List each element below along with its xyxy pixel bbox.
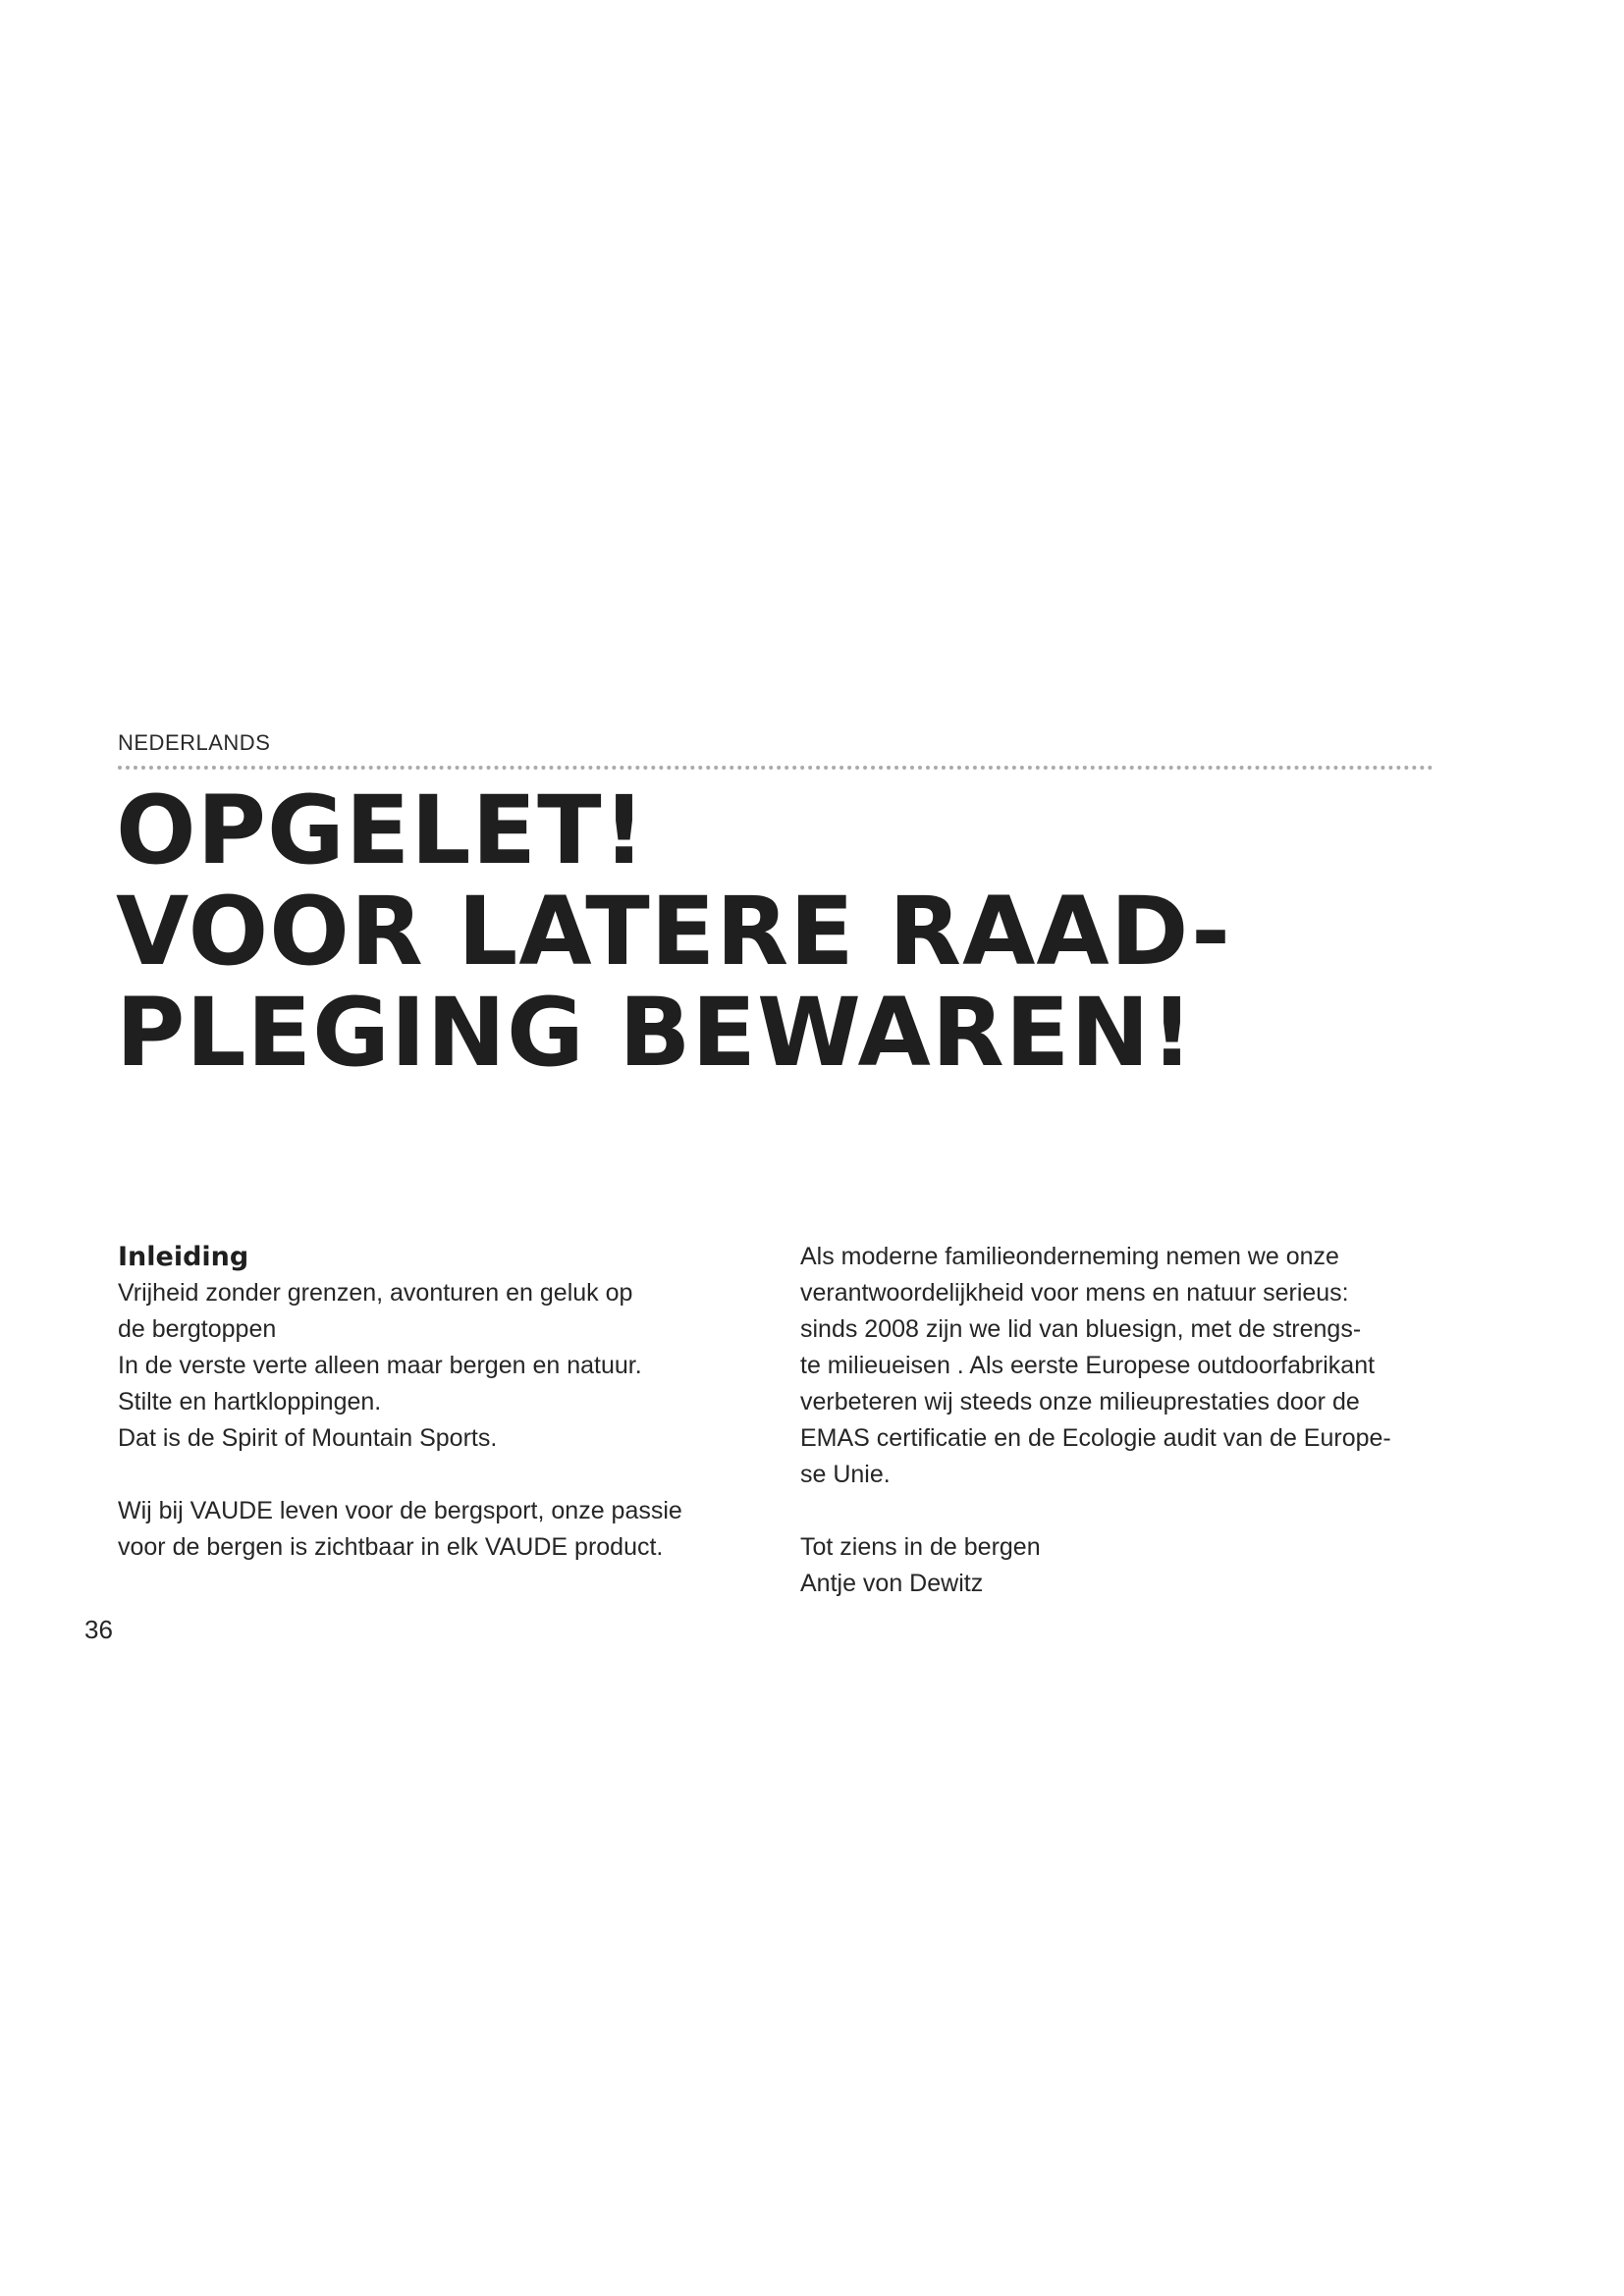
signature-name: Antje von Dewitz [800,1570,984,1597]
vaude-paragraph-line: voor de bergen is zichtbaar in elk VAUDE product. [118,1533,664,1561]
intro-heading: Inleiding [118,1242,249,1272]
company-paragraph-line: EMAS certificatie en de Ecologie audit van de Europe- [800,1424,1391,1452]
headline-line-3: PLEGING BEWAREN! [116,978,1195,1088]
intro-line: Vrijheid zonder grenzen, avonturen en geluk op [118,1279,633,1307]
company-paragraph-line: verantwoordelijkheid voor mens en natuur serieus: [800,1279,1349,1307]
headline-line-2: VOOR LATERE RAAD- [116,877,1231,987]
page-headline [116,775,1231,1088]
paragraph-spacer [800,1493,1429,1529]
company-paragraph-line: sinds 2008 zijn we lid van bluesign, met de strengs- [800,1315,1362,1343]
paragraph-spacer [118,1457,707,1493]
intro-line: de bergtoppen [118,1315,277,1343]
left-column [118,1239,707,1566]
company-paragraph-line: se Unie. [800,1461,891,1488]
company-paragraph-line: verbeteren wij steeds onze milieuprestaties door de [800,1388,1360,1415]
company-paragraph-line: Als moderne familieonderneming nemen we onze [800,1243,1339,1270]
headline-line-1: OPGELET! [116,775,647,885]
dotted-divider [118,766,1434,770]
intro-line: Stilte en hartkloppingen. [118,1388,382,1415]
section-label: NEDERLANDS [118,730,271,755]
company-paragraph-line: te milieueisen . Als eerste Europese outdoorfabrikant [800,1352,1376,1379]
closing-line: Tot ziens in de bergen [800,1533,1041,1561]
right-column [800,1239,1429,1602]
intro-line: Dat is de Spirit of Mountain Sports. [118,1424,498,1452]
intro-line: In de verste verte alleen maar bergen en natuur. [118,1352,642,1379]
page-number: 36 [84,1615,113,1644]
vaude-paragraph-line: Wij bij VAUDE leven voor de bergsport, onze passie [118,1497,682,1524]
